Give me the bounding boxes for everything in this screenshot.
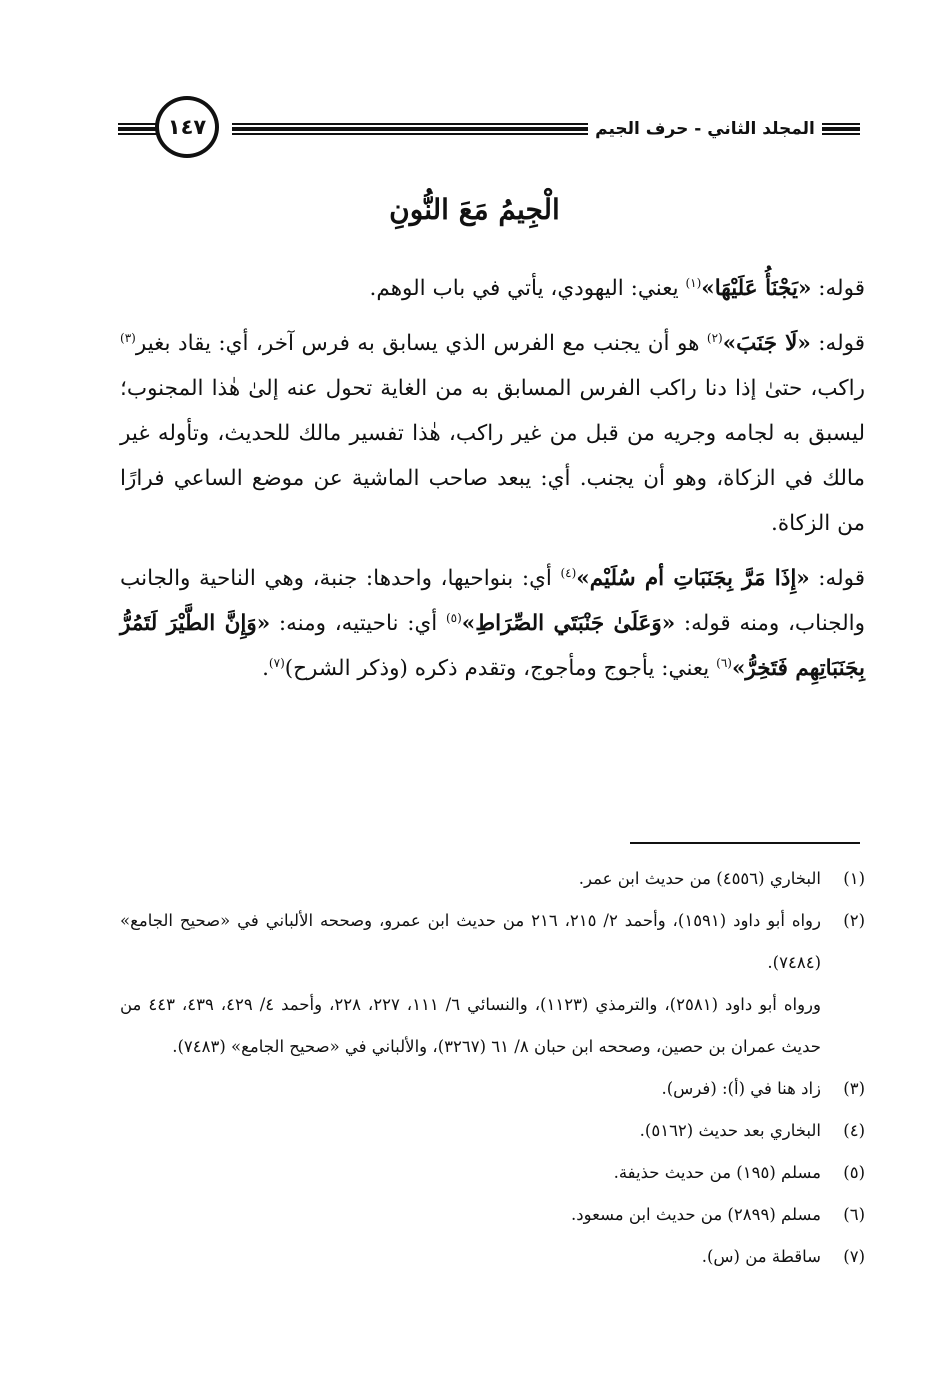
footnote-number: (٦) <box>843 1205 865 1224</box>
footnote-text: مسلم (١٩٥) من حديث حذيفة. <box>613 1163 821 1182</box>
quoted-term: «وَعَلَىٰ جَنْبَتَي الصِّرَاطِ» <box>461 611 676 636</box>
footnotes <box>120 858 865 1278</box>
text-run: يعني: اليهودي، يأتي في باب الوهم. <box>369 276 686 301</box>
footnote-text: البخاري بعد حديث (٥١٦٢). <box>639 1121 821 1140</box>
footnote-ref[interactable]: (٦) <box>716 655 732 670</box>
footnote-separator <box>630 842 860 844</box>
quoted-term: «إِذَا مَرَّ بِجَنَبَاتِ أم سُلَيْم» <box>576 566 810 591</box>
paragraph-3 <box>120 556 865 691</box>
text-run: راكب، حتىٰ إذا دنا راكب الفرس المسابق به من الغاية تحول عنه إلىٰ هٰذا المجنوب؛ ليسبق به لجامه وجريه من قبل من غير راكب، هٰذا تفسير مالك للحديث، وتأوله غير مالك في الزكاة، وهو أن يجنب. أي: يبعد صاحب الماشية عن موضع الساعي فرارًا من الزكاة. <box>120 376 865 536</box>
paragraph-2 <box>120 321 865 546</box>
footnote-number: (٧) <box>843 1247 865 1266</box>
footnote-2 <box>120 900 865 984</box>
quoted-term: «لَا جَنَبَ» <box>722 331 811 356</box>
header-rule-right <box>822 123 860 135</box>
text-run: يعني: يأجوج ومأجوج، وتقدم ذكره (وذكر الشرح) <box>284 656 717 681</box>
footnote-text: ساقطة من (س). <box>701 1247 821 1266</box>
footnote-text: البخاري (٤٥٥٦) من حديث ابن عمر. <box>578 869 821 888</box>
footnote-number: (١) <box>843 869 865 888</box>
footnote-6 <box>120 1194 865 1236</box>
footnote-5 <box>120 1152 865 1194</box>
page-number: ١٤٧ <box>155 96 219 158</box>
footnote-text: زاد هنا في (أ): (فرس). <box>661 1079 821 1098</box>
footnote-ref[interactable]: (١) <box>685 275 702 290</box>
footnote-ref[interactable]: (٥) <box>445 610 462 625</box>
footnote-text: رواه أبو داود (١٥٩١)، وأحمد ٢/ ٢١٥، ٢١٦ من حديث ابن عمرو، وصححه الألباني في «صحيح الجامع» (٧٤٨٤). <box>120 911 821 972</box>
footnote-number: (٤) <box>843 1121 865 1140</box>
footnote-4 <box>120 1110 865 1152</box>
text-run: أي: ناحيتيه، ومنه: <box>270 611 446 636</box>
header-rule-left <box>118 123 158 135</box>
footnote-7 <box>120 1236 865 1278</box>
header-rule-middle <box>232 123 588 135</box>
quoted-term: «وَإِنَّ الطَّيْرَ لَتَمُرُّ بِجَنَبَاتِهِم فَتَخِرُّ» <box>120 611 865 681</box>
footnote-1 <box>120 858 865 900</box>
footnote-ref[interactable]: (٧) <box>268 655 285 670</box>
quoted-term: «يَجْنَأُ عَلَيْهَا» <box>701 276 812 301</box>
footnote-2-continued: ورواه أبو داود (٢٥٨١)، والترمذي (١١٢٣)، والنسائي ٦/ ١١١، ٢٢٧، ٢٢٨، وأحمد ٤/ ٤٢٩، ٤٣٩، ٤٤٣ من حديث عمران بن حصين، وصححه ابن حبان ٨/ ٦١ (٣٢٦٧)، والألباني في «صحيح الجامع» (٧٤٨٣). <box>120 995 821 1056</box>
text-run: قوله: <box>810 331 866 356</box>
text-run: أي: بنواحيها، واحدها: جنبة، وهي الناحية والجانب والجناب، ومنه قوله: <box>120 566 865 636</box>
text-run: . <box>262 656 269 681</box>
footnote-ref[interactable]: (٢) <box>706 330 723 345</box>
paragraph-1 <box>120 266 865 311</box>
footnote-number: (٣) <box>843 1079 865 1098</box>
text-run: قوله: <box>811 276 865 301</box>
footnote-ref[interactable]: (٤) <box>560 565 577 580</box>
main-text <box>120 266 865 701</box>
footnote-number: (٥) <box>843 1163 865 1182</box>
section-title: الْجِيمُ مَعَ النُّونِ <box>389 193 560 226</box>
footnote-text: مسلم (٢٨٩٩) من حديث ابن مسعود. <box>571 1205 821 1224</box>
footnote-number: (٢) <box>843 911 865 930</box>
text-run: قوله: <box>809 566 865 591</box>
running-title: المجلد الثاني - حرف الجيم <box>595 119 815 139</box>
text-run: هو أن يجنب مع الفرس الذي يسابق به فرس آخر، أي: يقاد بغير <box>135 331 707 356</box>
footnote-3 <box>120 1068 865 1110</box>
footnote-ref[interactable]: (٣) <box>120 330 136 345</box>
